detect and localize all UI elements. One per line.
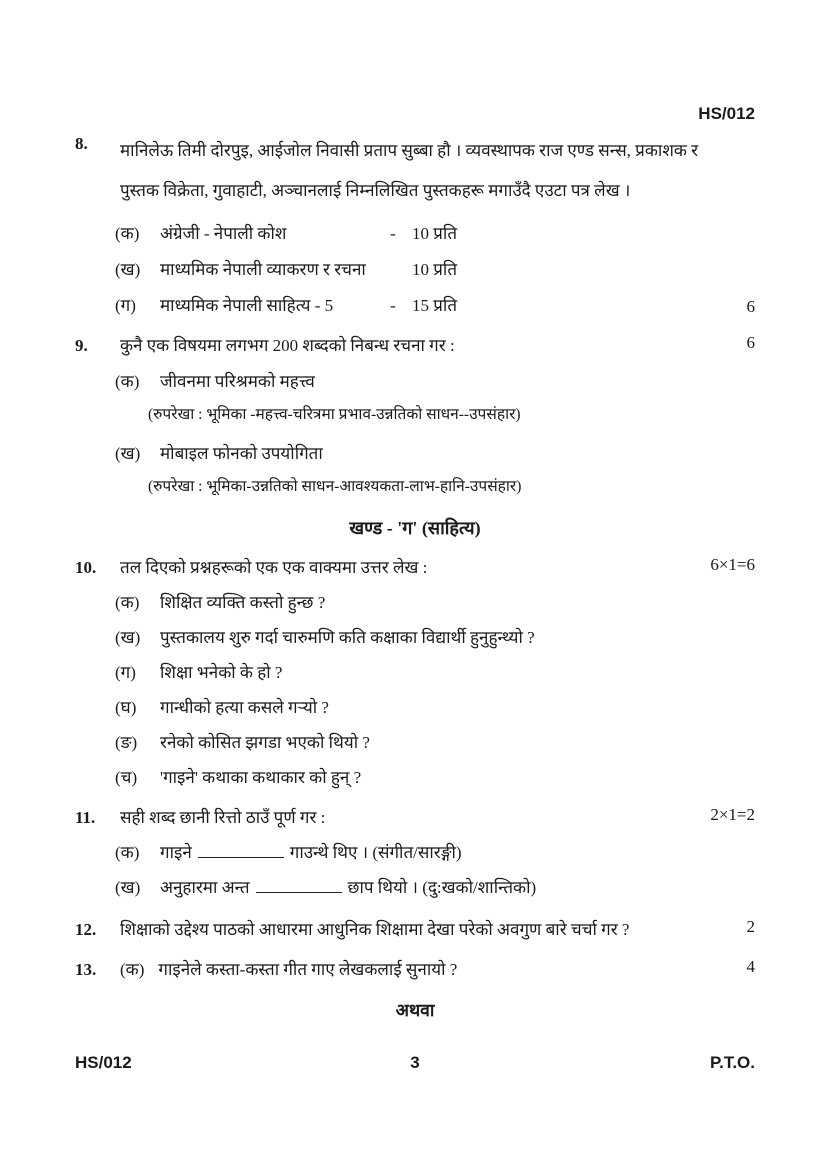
qa-item: [115, 660, 755, 686]
question-10-number: 10.: [75, 558, 97, 577]
question-9-number: 9.: [75, 336, 88, 355]
book-quantity: 10 प्रति: [412, 260, 458, 279]
doc-header: [75, 103, 755, 125]
book-dash: -: [390, 296, 396, 315]
book-quantity: 10 प्रति: [412, 224, 458, 243]
question-9-text: कुनै एक विषयमा लगभग 200 शब्दको निबन्ध रचना गर :: [120, 336, 455, 355]
question-11-number: 11.: [75, 808, 96, 827]
item-label: (क): [120, 960, 145, 979]
item-label: (क): [115, 372, 140, 391]
fill-blank-list: [75, 840, 755, 901]
question-10-marks: 6×1=6: [710, 555, 755, 574]
question-13: [75, 957, 755, 983]
qa-item: [115, 765, 755, 791]
qa-text: 'गाइने' कथाका कथाकार को हुन् ?: [160, 768, 362, 787]
question-10: [75, 555, 755, 791]
item-label: (ख): [115, 878, 141, 897]
fill-blank-item: [115, 875, 755, 901]
question-11-marks: 2×1=2: [710, 805, 755, 824]
question-13-text: गाइनेले कस्ता-कस्ता गीत गाए लेखकलाई सुनायो ?: [158, 960, 458, 979]
item-label: (क): [115, 593, 140, 612]
question-12-number: 12.: [75, 920, 97, 939]
or-divider: अथवा: [395, 1000, 435, 1020]
blank-before-text: गाइने: [160, 843, 192, 862]
qa-item: [115, 695, 755, 721]
item-label: (ख): [115, 444, 141, 463]
blank-before-text: अनुहारमा अन्त: [160, 878, 250, 897]
question-8-text: मानिलेऊ तिमी दोरपुइ, आईजोल निवासी प्रताप सुब्बा हौ । व्यवस्थापक राज एण्ड सन्स, प्रकाशक र पुस्तक विक्रेता, गुवाहाटी, अञ्चानलाई निम्नलिखित पुस्तकहरू मगाउँदै एउटा पत्र लेख ।: [120, 141, 699, 200]
item-label: (घ): [115, 698, 137, 717]
question-11-text: सही शब्द छानी रित्तो ठाउँ पूर्ण गर :: [120, 808, 326, 827]
qa-text: शिक्षित व्यक्ति कस्तो हुन्छ ?: [160, 593, 326, 612]
page-footer: [75, 1053, 755, 1073]
blank-line: [198, 844, 284, 858]
item-label: (ख): [115, 628, 141, 647]
question-8-marks: 6: [746, 297, 755, 316]
essay-topic: मोबाइल फोनको उपयोगिता: [160, 444, 323, 463]
book-quantity: 15 प्रति: [412, 296, 458, 315]
fill-blank-text: [160, 875, 536, 901]
qa-text: रनेको कोसित झगडा भएको थियो ?: [160, 733, 370, 752]
book-dash: -: [390, 224, 396, 243]
qa-text: पुस्तकालय शुरु गर्दा चारुमणि कति कक्षाका विद्यार्थी हुनुहुन्थ्यो ?: [160, 628, 535, 647]
question-9-marks: 6: [746, 333, 755, 352]
question-13-body: [120, 957, 457, 983]
qa-text: शिक्षा भनेको के हो ?: [160, 663, 283, 682]
footer-pto: P.T.O.: [709, 1053, 755, 1072]
question-8-number: 8.: [75, 134, 88, 153]
item-label: (ग): [115, 296, 136, 315]
header-paper-code: HS/012: [698, 104, 755, 123]
item-label: (ग): [115, 663, 136, 682]
fill-blank-text: [160, 840, 462, 866]
book-item: [115, 293, 755, 319]
question-13-number: 13.: [75, 960, 97, 979]
item-label: (ङ): [115, 733, 138, 752]
essay-item: [115, 369, 755, 395]
question-12: [75, 917, 755, 943]
essay-item: [115, 441, 755, 467]
item-label: (ख): [115, 260, 141, 279]
question-12-text: शिक्षाको उद्देश्य पाठको आधारमा आधुनिक शिक्षामा देखा परेको अवगुण बारे चर्चा गर ?: [120, 920, 630, 939]
section-heading: खण्ड - 'ग' (साहित्य): [349, 518, 481, 538]
question-13-marks: 4: [746, 957, 755, 976]
book-item: [115, 221, 755, 247]
blank-after-text: छाप थियो । (दु:खको/शान्तिको): [347, 878, 537, 897]
item-label: (क): [115, 843, 140, 862]
footer-paper-code: HS/012: [75, 1053, 132, 1072]
blank-after-text: गाउन्थे थिए । (संगीत/सारङ्गी): [289, 843, 462, 862]
book-title: माध्यमिक नेपाली व्याकरण र रचना: [160, 260, 366, 279]
blank-line: [256, 879, 342, 893]
question-11: [75, 805, 755, 901]
qa-item: [115, 625, 755, 651]
book-title: अंग्रेजी - नेपाली कोश: [160, 224, 287, 243]
question-8-book-list: [75, 221, 755, 319]
essay-topic: जीवनमा परिश्रमको महत्त्व: [160, 372, 315, 391]
qa-item: [115, 590, 755, 616]
fill-blank-item: [115, 840, 755, 866]
essay-outline: (रुपरेखा : भूमिका -महत्त्व-चरित्रमा प्रभाव-उन्नतिको साधन--उपसंहार): [148, 406, 521, 423]
book-title: माध्यमिक नेपाली साहित्य - 5: [160, 296, 334, 315]
item-label: (च): [115, 768, 138, 787]
essay-topics: [75, 369, 755, 499]
book-item: [115, 257, 755, 283]
essay-outline: (रुपरेखा : भूमिका-उन्नतिको साधन-आवश्यकता-लाभ-हानि-उपसंहार): [148, 478, 522, 495]
question-12-marks: 2: [746, 917, 755, 936]
footer-page-number: 3: [410, 1053, 420, 1072]
question-8: [75, 131, 755, 319]
question-9: [75, 333, 755, 499]
qa-text: गान्धीको हत्या कसले गर्‍यो ?: [160, 698, 329, 717]
short-answer-list: [75, 590, 755, 791]
item-label: (क): [115, 224, 140, 243]
question-10-text: तल दिएको प्रश्नहरूको एक एक वाक्यमा उत्तर लेख :: [120, 558, 428, 577]
qa-item: [115, 730, 755, 756]
